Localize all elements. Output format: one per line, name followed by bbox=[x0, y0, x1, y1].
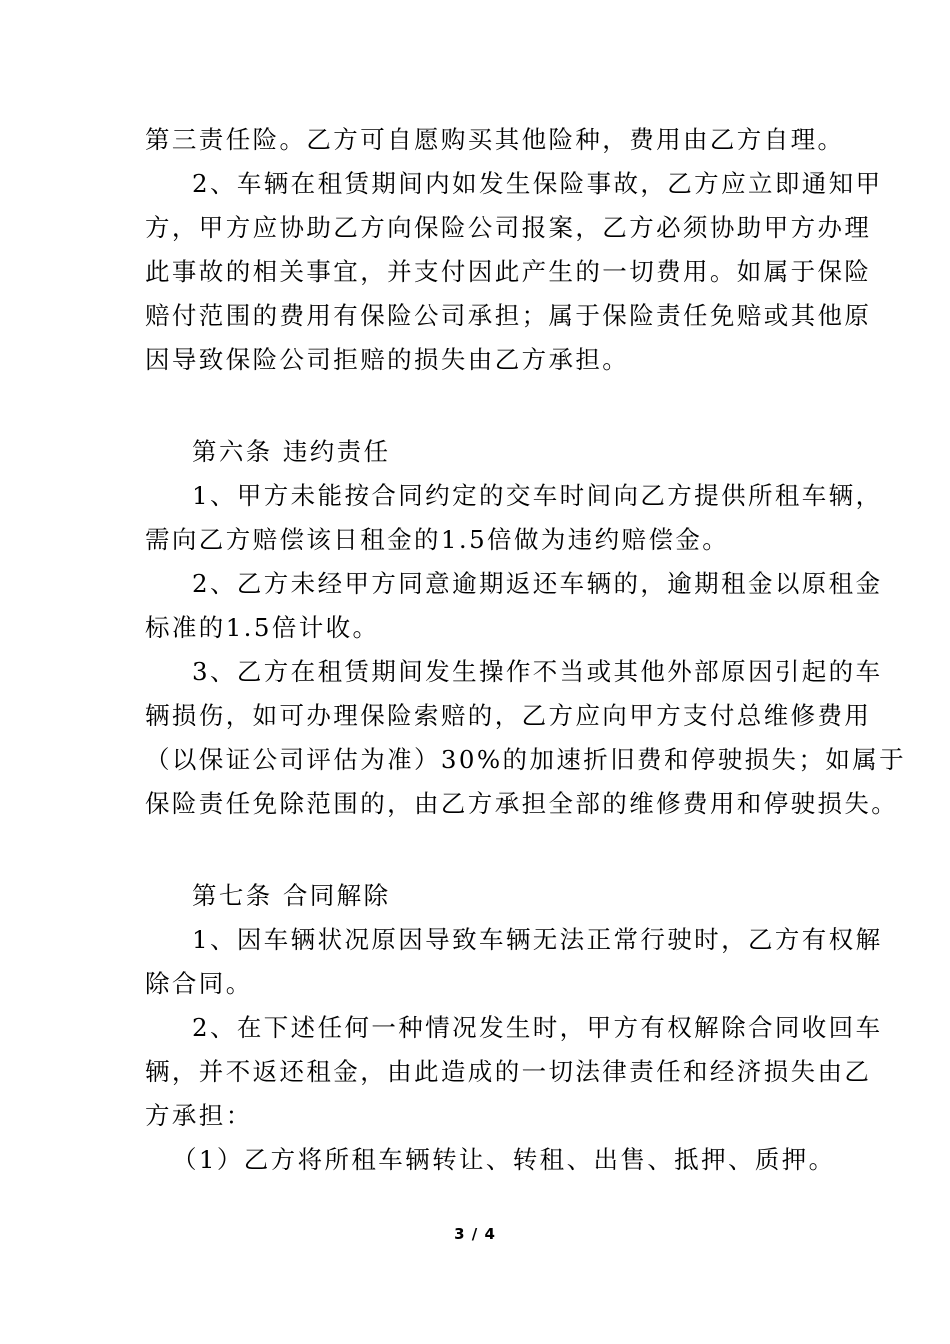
text-line: 此事故的相关事宜，并支付因此产生的一切费用。如属于保险 bbox=[145, 257, 872, 286]
text-line: 需向乙方赔偿该日租金的1.5倍做为违约赔偿金。 bbox=[145, 525, 730, 554]
section-heading: 第六条 违约责任 bbox=[192, 437, 391, 466]
text-line: （以保证公司评估为准）30%的加速折旧费和停驶损失；如属于 bbox=[145, 745, 907, 774]
text-line: 辆，并不返还租金，由此造成的一切法律责任和经济损失由乙 bbox=[145, 1057, 872, 1086]
text-line: （1）乙方将所租车辆转让、转租、出售、抵押、质押。 bbox=[172, 1145, 836, 1174]
text-line: 方承担： bbox=[145, 1101, 253, 1130]
text-line: 辆损伤，如可办理保险索赔的，乙方应向甲方支付总维修费用 bbox=[145, 701, 872, 730]
text-line: 3、乙方在租赁期间发生操作不当或其他外部原因引起的车 bbox=[192, 657, 883, 686]
text-line: 2、乙方未经甲方同意逾期返还车辆的，逾期租金以原租金 bbox=[192, 569, 883, 598]
text-line: 因导致保险公司拒赔的损失由乙方承担。 bbox=[145, 345, 630, 374]
text-line: 第三责任险。乙方可自愿购买其他险种，费用由乙方自理。 bbox=[145, 125, 845, 154]
text-line: 赔付范围的费用有保险公司承担；属于保险责任免赔或其他原 bbox=[145, 301, 872, 330]
text-line: 2、车辆在租赁期间内如发生保险事故，乙方应立即通知甲 bbox=[192, 169, 883, 198]
text-line: 标准的1.5倍计收。 bbox=[145, 613, 380, 642]
text-line: 方，甲方应协助乙方向保险公司报案，乙方必须协助甲方办理 bbox=[145, 213, 872, 242]
page-number: 3 / 4 bbox=[454, 1225, 496, 1243]
text-line: 1、甲方未能按合同约定的交车时间向乙方提供所租车辆， bbox=[192, 481, 883, 510]
text-line: 2、在下述任何一种情况发生时，甲方有权解除合同收回车 bbox=[192, 1013, 883, 1042]
text-line: 保险责任免除范围的，由乙方承担全部的维修费用和停驶损失。 bbox=[145, 789, 899, 818]
text-line: 除合同。 bbox=[145, 969, 253, 998]
text-line: 1、因车辆状况原因导致车辆无法正常行驶时，乙方有权解 bbox=[192, 925, 883, 954]
section-heading: 第七条 合同解除 bbox=[192, 881, 391, 910]
